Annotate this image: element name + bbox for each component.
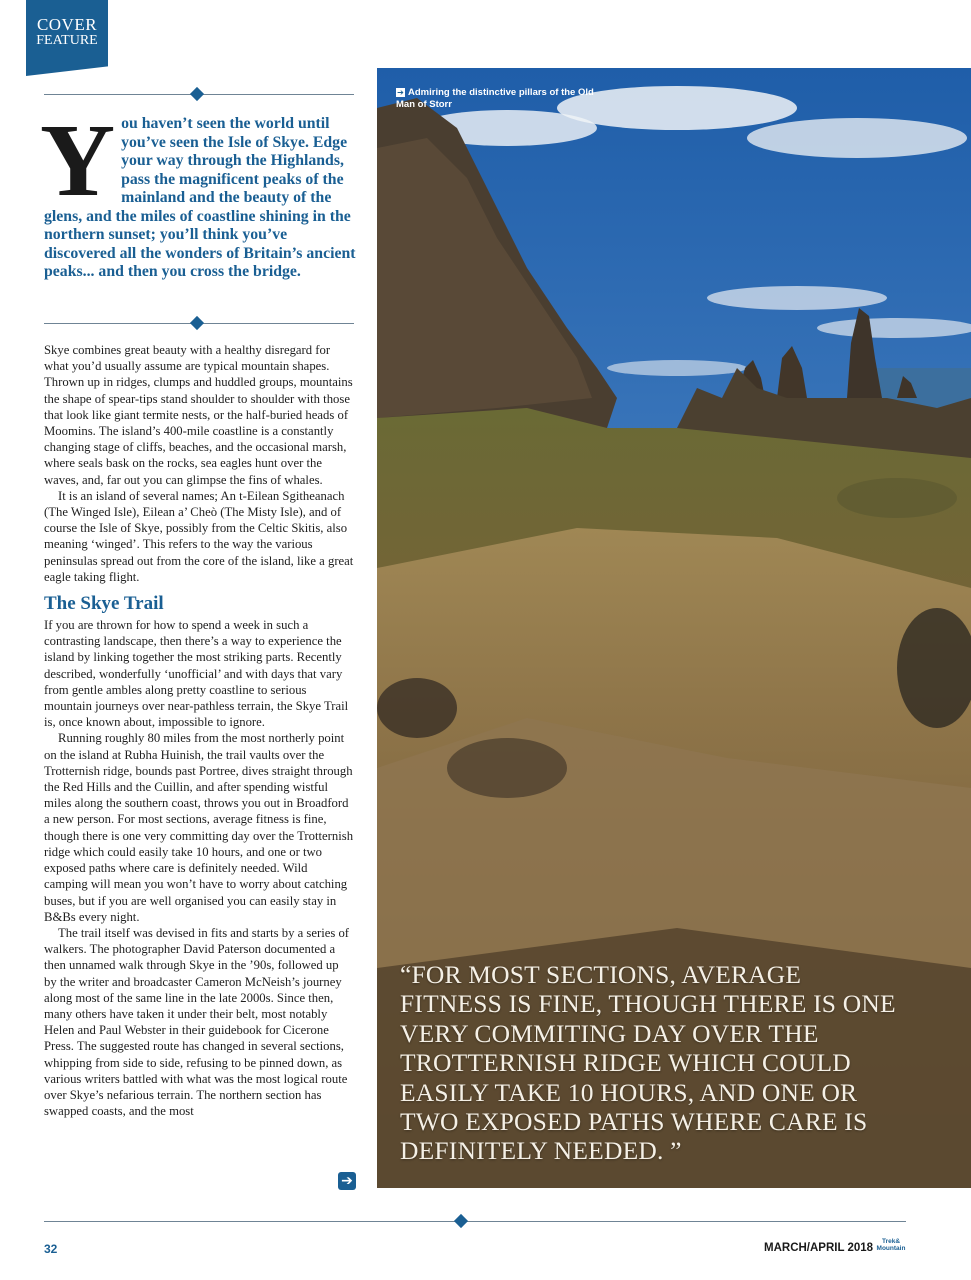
intro-bottom-divider — [44, 318, 354, 330]
logo-line-1: Trek& — [881, 1238, 901, 1245]
photo-caption — [396, 87, 596, 110]
footer-divider — [44, 1216, 906, 1228]
diamond-ornament-icon — [454, 1214, 468, 1228]
issue-date: MARCH/APRIL 2018 — [764, 1242, 874, 1254]
body-paragraph: The trail itself was devised in fits and starts by a series of walkers. The photographer David Paterson documented a then unnamed walk through Skye in the ’90s, followed up by the writer and broadcaster Cameron McNeish’s journey along most of the same line in the late 2000s. Since then, many others have taken it under their belt, most notably Helen and Paul Webster in their guidebook for Cicerone Press. The suggested route has changed in several sections, whipping from side to side, refusing to be pinned down, as various writers battled with what was the most logical route over Skye’s nefarious terrain. The northern section has swapped coasts, and the most — [44, 925, 350, 1119]
tab-line-2: FEATURE — [36, 33, 98, 48]
cover-feature-tab — [26, 0, 108, 66]
tab-line-1: COVER — [36, 15, 98, 34]
drop-cap: Y — [40, 103, 116, 218]
logo-line-2: Mountain — [876, 1245, 906, 1252]
intro-standfirst — [40, 103, 356, 282]
body-paragraph: It is an island of several names; An t-Eilean Sgitheanach (The Winged Isle), Eilean a’ Cheò (The Misty Isle), and of course the Isle of Skye, possibly from the Celtic Skitis, also meaning ‘winged’. This refers to the way the various peninsulas spread out from the core of the island, like a great eagle taking flight. — [44, 488, 354, 584]
caption-text: Admiring the distinctive pillars of the Old Man of Storr — [396, 87, 594, 110]
article-body — [44, 342, 354, 1119]
pull-quote: “FOR MOST SECTIONS, AVERAGE FITNESS IS FINE, THOUGH THERE IS ONE VERY COMMITING DAY OVER THE TROTTERNISH RIDGE WHICH COULD EASILY TAKE 10 HOURS, AND ONE OR TWO EXPOSED PATHS WHERE CARE IS DEFINITELY NEEDED. ” — [400, 960, 896, 1166]
caption-arrow-icon: ➔ — [397, 88, 404, 97]
diamond-ornament-icon — [190, 87, 204, 101]
body-paragraph: If you are thrown for how to spend a week in such a contrasting landscape, then there’s a way to experience the island by linking together the most striking parts. Recently described, wonderfully ‘unofficial’ and with days that vary from gentle ambles along pretty coastline to serious mountain journeys over near-pathless terrain, the Skye Trail is, once known about, impossible to ignore. — [44, 618, 349, 730]
diamond-ornament-icon — [190, 316, 204, 330]
intro-top-divider — [44, 89, 354, 101]
page-number: 32 — [44, 1242, 58, 1256]
magazine-logo — [874, 1238, 908, 1254]
body-paragraph: Skye combines great beauty with a healthy disregard for what you’d usually assume are typical mountain shapes. Thrown up in ridges, clumps and huddled groups, mountains the shape of spear-tips stand shoulder to shoulder with those that look like giant termite nests, or the half-buried heads of Moomins. The island’s 400-mile coastline is a constantly changing stage of cliffs, beaches, and the occasional marsh, where seals bask on the rocks, sea eagles hunt over the waves, and, far out you can glimpse the fins of whales. — [44, 343, 353, 487]
intro-text: ou haven’t seen the world until you’ve seen the Isle of Skye. Edge your way through the Highlands, pass the magnificent peaks of the mainland and the beauty of the glens, and the miles of coastline shining in the northern sunset; you’ll think you’ve discovered all the wonders of Britain’s ancient peaks... and then you cross the bridge. — [44, 115, 356, 280]
section-heading: The Skye Trail — [44, 593, 164, 615]
body-paragraph: Running roughly 80 miles from the most northerly point on the island at Rubha Huinish, the trail vaults over the Trotternish ridge, bounds past Portree, dives straight through the Red Hills and the Cuillin, and after spending wistful miles along the southern coast, throws you out in Broadford a new person. For most sections, average fitness is fine, though there is one very committing day over the Trotternish ridge which could easily take 10 hours, and one or two exposed paths where care is definitely needed. Wild camping will mean you won’t have to worry about catching buses, but if you are well organised you can easily stay in B&Bs every night. — [44, 731, 354, 924]
continue-arrow-icon: ➔ — [338, 1172, 356, 1190]
